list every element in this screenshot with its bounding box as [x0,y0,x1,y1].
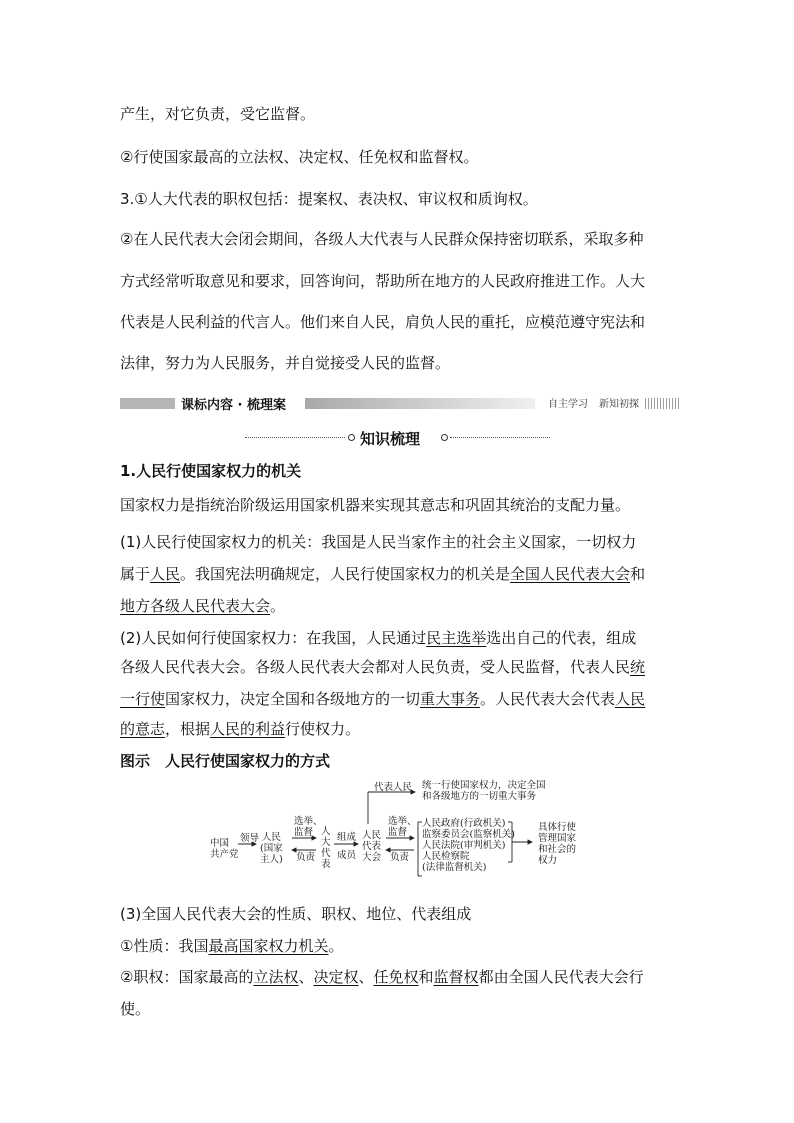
organ-procuratorate-note: (法律监督机关) [422,862,487,873]
organ-court: 人民法院(审判机关) [422,840,506,851]
knowledge-heading [245,428,550,448]
answer-people-will-b: 的意志 [120,720,166,738]
banner-right-label-2: 新知初探 [599,399,639,410]
diagram-represent-label: 代表人民 [374,782,413,793]
answer-democratic-election: 民主选举 [426,629,487,647]
section1-p2-line-b: 各级人民代表大会。各级人民代表大会都对人民负责，受人民监督，代表人民统 [120,658,646,676]
answer-unified-b: 一行使 [120,690,166,708]
banner-stripes [645,398,680,409]
section1-p2-line-d: 的意志，根据人民的利益行使权力。 [120,720,361,738]
section1-p1-line-b: 属于人民。我国宪法明确规定，人民行使国家权力的机关是全国人民代表大会和 [120,565,646,583]
banner-gradient-bar [305,398,535,409]
answer-unified-a: 统 [630,658,646,676]
banner-right-label-1: 自主学习 [548,399,588,410]
heading-circle-left [348,434,355,441]
intro-line-7: 法律，努力为人民服务，并自觉接受人民的监督。 [120,354,451,372]
section1-p1-line-a: (1)人民行使国家权力的机关：我国是人民当家作主的社会主义国家，一切权力 [120,533,637,551]
heading-dotted-right [450,437,550,438]
intro-line-2: ②行使国家最高的立法权、决定权、任免权和监督权。 [120,148,479,166]
organ-supervision: 监察委员会(监察机关) [422,829,515,840]
intro-line-6: 代表是人民利益的代言人。他们来自人民，肩负人民的重托，应模范遵守宪法和 [120,313,646,331]
heading-circle-right [441,434,448,441]
diagram-party: 中国 共产党 [210,838,239,860]
answer-decision: 决定权 [313,968,359,986]
knowledge-heading-text: 知识梳理 [360,430,421,448]
diagram-lead-label: 领导 [240,833,260,844]
diagram-elect-supervise-2: 选举、 监督 [388,816,417,838]
diagram-unified-power: 统一行使国家权力，决定全国 和各级地方的一切重大事务 [422,780,546,802]
heading-dotted-left [245,437,345,438]
diagram-responsible-1: 负责 [296,852,316,863]
answer-people: 人民 [150,565,181,583]
answer-appointment: 任免权 [373,968,419,986]
intro-line-3: 3.①人大代表的职权包括：提案权、表决权、审议权和质询权。 [120,190,538,208]
intro-line-4: ②在人民代表大会闭会期间，各级人大代表与人民群众保持密切联系，采取多种 [120,230,644,248]
diagram-organs [422,818,515,873]
organ-government: 人民政府(行政机关) [422,818,506,829]
organ-procuratorate: 人民检察院 [422,851,470,862]
banner-title: 课标内容 · 梳理案 [178,394,289,413]
section1-p2-line-c: 一行使国家权力，决定全国和各级地方的一切重大事务。人民代表大会代表人民 [120,690,646,708]
diagram-result: 具体行使 管理国家 和社会的 权力 [538,822,577,866]
intro-line-1: 产生，对它负责，受它监督。 [120,105,316,123]
answer-people-interest: 人民的利益 [210,720,286,738]
section1-p2-line-a: (2)人民如何行使国家权力：在我国，人民通过民主选举选出自己的代表，组成 [120,629,637,647]
section3-title: (3)全国人民代表大会的性质、职权、地位、代表组成 [120,905,472,923]
power-flow-diagram [200,778,620,896]
answer-npc: 全国人民代表大会 [510,565,631,583]
answer-supervision: 监督权 [433,968,479,986]
diagram-compose-label: 组成 [337,832,357,843]
answer-legislative: 立法权 [253,968,299,986]
answer-supreme-organ: 最高国家权力机关 [208,937,329,955]
intro-line-5: 方式经常听取意见和要求，回答询问，帮助所在地方的人民政府推进工作。人大 [120,272,646,290]
diagram-deputies: 人 大 代 表 [321,826,331,870]
diagram-responsible-2: 负责 [390,852,410,863]
answer-major-affairs: 重大事务 [420,690,481,708]
diagram-elect-supervise-1: 选举、 监督 [294,816,323,838]
section1-p1-line-c: 地方各级人民代表大会。 [120,597,286,615]
banner-grey-block [120,398,175,409]
diagram-member-label: 成员 [337,850,357,861]
figure-label: 图示 人民行使国家权力的方式 [120,752,331,770]
diagram-people: 人民 (国家 主人) [260,832,283,865]
section1-title: 1.人民行使国家权力的机关 [120,462,302,480]
section3-powers-tail: 使。 [120,1000,151,1018]
section3-nature: ①性质：我国最高国家权力机关。 [120,937,344,955]
section3-powers: ②职权：国家最高的立法权、决定权、任免权和监督权都由全国人民代表大会行 [120,968,644,986]
answer-people-will-a: 人民 [615,690,646,708]
section-banner [120,395,680,411]
answer-local-congress: 地方各级人民代表大会 [120,597,271,615]
diagram-congress: 人民 代表 大会 [362,830,382,863]
section1-definition: 国家权力是指统治阶级运用国家机器来实现其意志和巩固其统治的支配力量。 [120,496,631,514]
